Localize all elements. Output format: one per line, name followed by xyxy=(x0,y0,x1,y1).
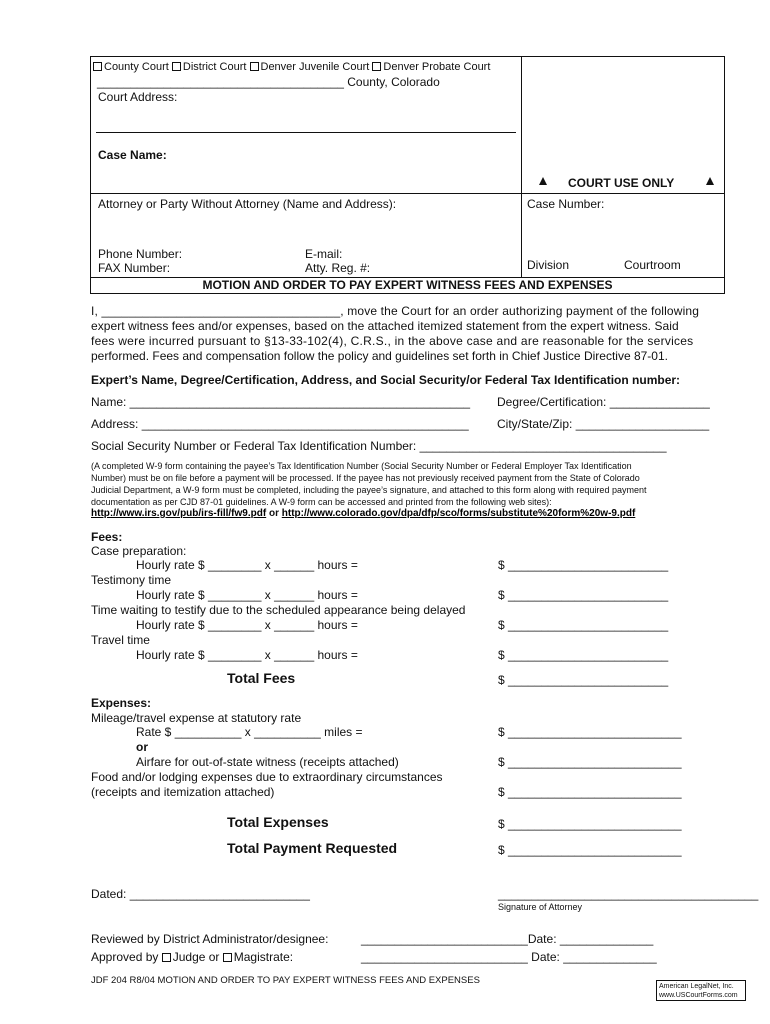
food-lodging-amount[interactable]: $ __________________________ xyxy=(498,785,682,799)
case-preparation-label: Case preparation: xyxy=(91,544,187,558)
county-court-checkbox[interactable] xyxy=(93,62,102,71)
expert-degree-field[interactable]: Degree/Certification: _______________ xyxy=(497,395,710,409)
food-lodging-label: Food and/or lodging expenses due to extraordinary circumstances xyxy=(91,770,443,784)
intro-line-4: performed. Fees and compensation follow the policy and guidelines set forth in Chief Justice Directive 87-01. xyxy=(91,349,668,363)
judge-checkbox[interactable] xyxy=(162,953,171,962)
testimony-time-label: Testimony time xyxy=(91,573,172,587)
phone-label[interactable]: Phone Number: xyxy=(98,247,183,261)
court-use-only-label: COURT USE ONLY xyxy=(568,176,675,190)
testimony-hourly[interactable]: Hourly rate $ ________ x ______ hours = xyxy=(136,588,358,602)
arrow-up-icon-right xyxy=(706,177,714,185)
travel-time-label: Travel time xyxy=(91,633,150,647)
division-label[interactable]: Division xyxy=(527,258,570,272)
case-name-label: Case Name: xyxy=(98,148,167,162)
waiting-hourly[interactable]: Hourly rate $ ________ x ______ hours = xyxy=(136,618,358,632)
intro-line-2: expert witness fees and/or expenses, based on the attached itemized statement from the expert witness. Said xyxy=(91,319,679,333)
w9-note-line-4: documentation as per CJD 87-01 guidelines. A W-9 form can be accessed and printed from the following web sites): xyxy=(91,497,552,507)
total-payment-amount[interactable]: $ __________________________ xyxy=(498,843,682,857)
travel-amount[interactable]: $ ________________________ xyxy=(498,648,669,662)
approved-by-row xyxy=(91,950,293,964)
expert-name-field[interactable]: Name: ___________________________________________________ xyxy=(91,395,471,409)
testimony-amount[interactable]: $ ________________________ xyxy=(498,588,669,602)
fax-label[interactable]: FAX Number: xyxy=(98,261,171,275)
caption-box xyxy=(90,56,725,278)
district-court-checkbox[interactable] xyxy=(172,62,181,71)
total-expenses-label: Total Expenses xyxy=(227,814,329,830)
form-id-footer: JDF 204 R8/04 MOTION AND ORDER TO PAY EXPERT WITNESS FEES AND EXPENSES xyxy=(91,975,480,986)
denver-probate-court-label: Denver Probate Court xyxy=(383,61,491,73)
expert-address-field[interactable]: Address: _________________________________________________ xyxy=(91,417,469,431)
district-court-label: District Court xyxy=(182,61,247,73)
arrow-up-icon-left xyxy=(539,177,547,185)
w9-note-line-1: (A completed W-9 form containing the payee’s Tax Identification Number (Social Security Number or Federal Employer Tax Identification xyxy=(91,461,632,471)
publisher-name: American LegalNet, Inc. xyxy=(659,983,734,990)
reviewed-by-signature-date[interactable]: _________________________Date: ______________ xyxy=(361,932,654,946)
mileage-amount[interactable]: $ __________________________ xyxy=(498,725,682,739)
waiting-time-label: Time waiting to testify due to the scheduled appearance being delayed xyxy=(91,603,466,617)
waiting-amount[interactable]: $ ________________________ xyxy=(498,618,669,632)
total-payment-label: Total Payment Requested xyxy=(227,840,398,856)
expert-ssn-field[interactable]: Social Security Number or Federal Tax Identification Number: _____________________________________ xyxy=(91,439,667,453)
caption-divider-vertical xyxy=(521,56,522,278)
court-address-line xyxy=(96,132,516,133)
county-court-label: County Court xyxy=(104,61,169,73)
approved-by-label: Approved by xyxy=(91,950,162,964)
county-field[interactable]: _____________________________________ County, Colorado xyxy=(97,75,440,89)
denver-juvenile-court-checkbox[interactable] xyxy=(250,62,259,71)
signature-line[interactable]: _______________________________________ xyxy=(498,887,759,901)
publisher-box xyxy=(656,980,746,1001)
expert-city-field[interactable]: City/State/Zip: ____________________ xyxy=(497,417,710,431)
fees-heading: Fees: xyxy=(91,530,123,544)
expenses-heading: Expenses: xyxy=(91,696,152,710)
total-fees-amount[interactable]: $ ________________________ xyxy=(498,673,669,687)
signature-label: Signature of Attorney xyxy=(498,902,583,912)
or-label: or xyxy=(136,740,148,754)
travel-hourly[interactable]: Hourly rate $ ________ x ______ hours = xyxy=(136,648,358,662)
court-address-label: Court Address: xyxy=(98,90,178,104)
w9-links xyxy=(91,508,635,519)
courtroom-label[interactable]: Courtroom xyxy=(624,258,681,272)
total-fees-label: Total Fees xyxy=(227,670,296,686)
judge-label: Judge or xyxy=(172,950,223,964)
case-preparation-hourly[interactable]: Hourly rate $ ________ x ______ hours = xyxy=(136,558,358,572)
w9-note-line-3: Judicial Department, a W-9 form must be completed, including the payee’s signature, and attached to this form along with required payment xyxy=(91,485,647,495)
colorado-w9-link[interactable]: http://www.colorado.gov/dpa/dfp/sco/forms/substitute%20form%20w-9.pdf xyxy=(281,508,636,519)
atty-reg-label[interactable]: Atty. Reg. #: xyxy=(305,261,371,275)
expert-heading: Expert’s Name, Degree/Certification, Address, and Social Security/or Federal Tax Identification number: xyxy=(91,373,681,387)
mileage-label: Mileage/travel expense at statutory rate xyxy=(91,711,302,725)
irs-w9-link[interactable]: http://www.irs.gov/pub/irs-fill/fw9.pdf xyxy=(91,508,267,519)
total-expenses-amount[interactable]: $ __________________________ xyxy=(498,817,682,831)
form-title: MOTION AND ORDER TO PAY EXPERT WITNESS FEES AND EXPENSES xyxy=(202,278,613,292)
email-label[interactable]: E-mail: xyxy=(305,247,343,261)
denver-juvenile-court-label: Denver Juvenile Court xyxy=(260,61,370,73)
magistrate-label: Magistrate: xyxy=(233,950,294,964)
reviewed-by-label: Reviewed by District Administrator/designee: xyxy=(91,932,329,946)
airfare-label: Airfare for out-of-state witness (receipts attached) xyxy=(136,755,399,769)
w9-note-line-2: Number) must be on file before a payment will be processed. If the payee has not previously received payment from the State of Colorado xyxy=(91,473,640,483)
food-lodging-receipts: (receipts and itemization attached) xyxy=(91,785,275,799)
intro-line-1[interactable]: I, ___________________________________, move the Court for an order authorizing payment of the following xyxy=(91,304,700,318)
case-number-label[interactable]: Case Number: xyxy=(527,197,605,211)
denver-probate-court-checkbox[interactable] xyxy=(372,62,381,71)
publisher-url: www.USCourtForms.com xyxy=(659,992,738,999)
magistrate-checkbox[interactable] xyxy=(223,953,232,962)
approved-by-signature-date[interactable]: _________________________ Date: ______________ xyxy=(361,950,657,964)
attorney-label: Attorney or Party Without Attorney (Name and Address): xyxy=(98,197,397,211)
intro-line-3: fees were incurred pursuant to §13-33-102(4), C.R.S., in the above case and are reasonable for the services xyxy=(91,334,694,348)
caption-divider-attorney xyxy=(90,193,725,194)
court-type-options xyxy=(93,61,490,73)
case-preparation-amount[interactable]: $ ________________________ xyxy=(498,558,669,572)
link-separator: or xyxy=(266,508,282,519)
dated-field[interactable]: Dated: ___________________________ xyxy=(91,887,310,901)
mileage-rate[interactable]: Rate $ __________ x __________ miles = xyxy=(136,725,363,739)
airfare-amount[interactable]: $ __________________________ xyxy=(498,755,682,769)
